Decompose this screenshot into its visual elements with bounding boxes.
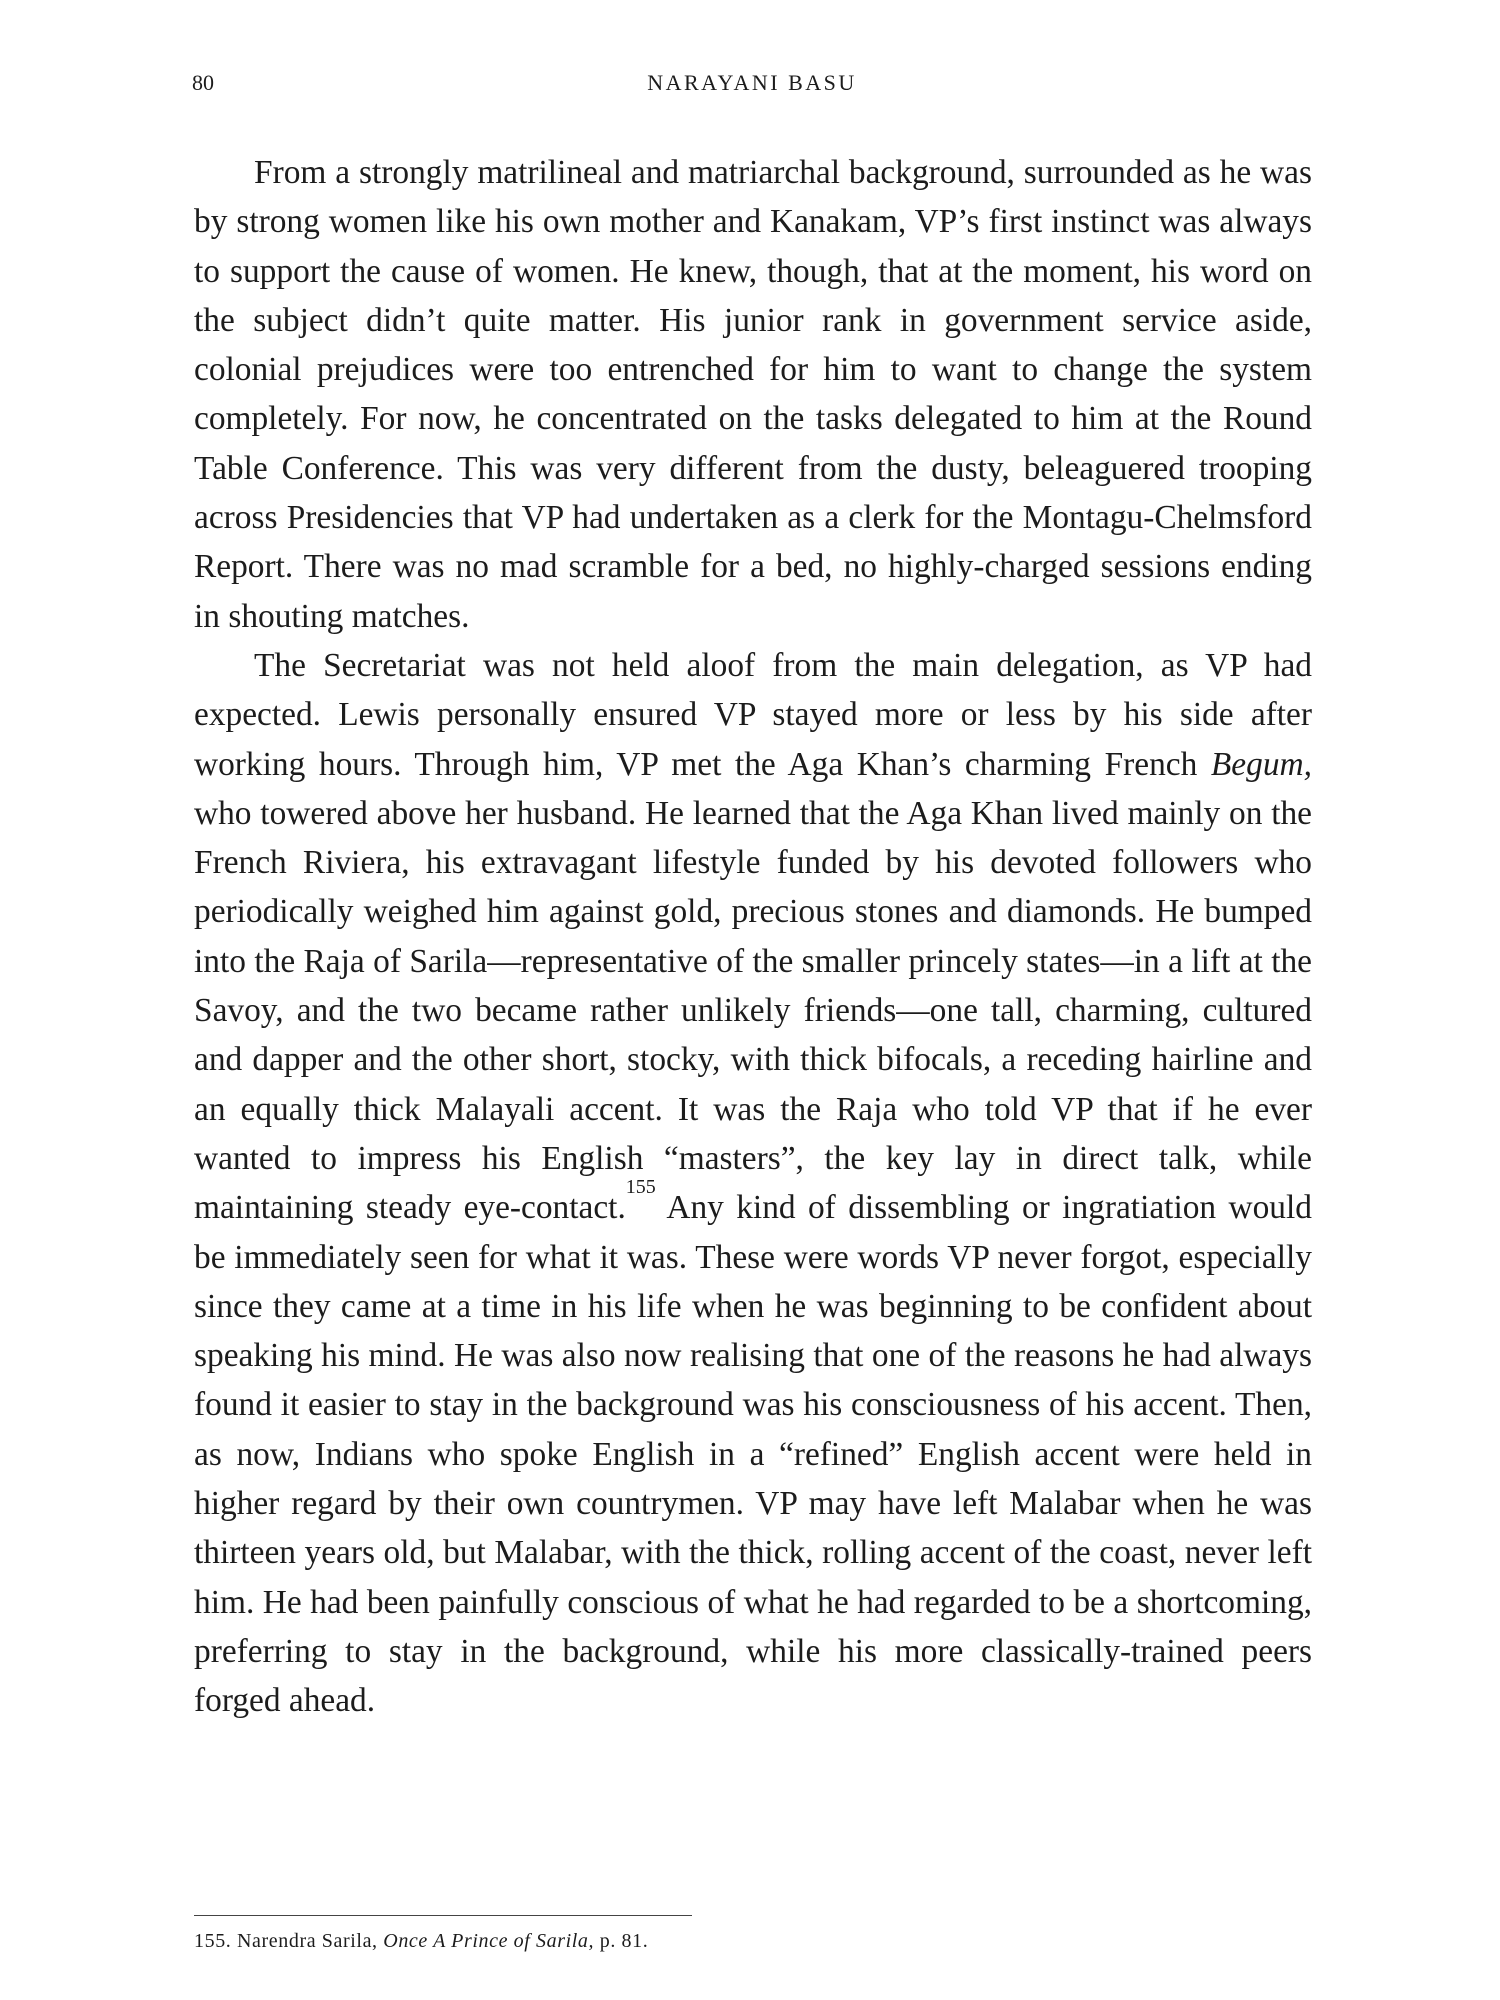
paragraph-2	[194, 641, 1312, 1726]
running-title: NARAYANI BASU	[647, 70, 857, 95]
footnote-author: Narendra Sarila,	[237, 1930, 378, 1952]
paragraph-2-text-c: Any kind of dissembling or ingratiation would be immediately seen for what it was. These were words VP never forgot, especially since they came at a time in his life when he was beginning to be confident about speaking his mind. He was also now realising that one of the reasons he had always found it easier to stay in the background was his consciousness of his accent. Then, as now, Indians who spoke English in a “refined” English accent were held in higher regard by their own countrymen. VP may have left Malabar when he was thirteen years old, but Malabar, with the thick, rolling accent of the coast, never left him. He had been painfully conscious of what he had regarded to be a shortcoming, preferring to stay in the background, while his more classically-trained peers forged ahead.	[194, 1189, 1312, 1720]
footnote-page: p. 81.	[599, 1930, 649, 1952]
paragraph-2-text-a: The Secretariat was not held aloof from the main delegation, as VP had expected. Lewis personally ensured VP stayed more or less by his side after working hours. Through him, VP met the Aga Khan’s charming French	[194, 646, 1312, 783]
footnote	[194, 1930, 648, 1953]
body-text	[194, 148, 1312, 1726]
footnote-reference[interactable]: 155	[625, 1176, 656, 1199]
paragraph-2-text-b: who towered above her husband. He learned that the Aga Khan lived mainly on the French Riviera, his extravagant lifestyle funded by his devoted followers who periodically weighed him against gold, precious stones and diamonds. He bumped into the Raja of Sarila—representative of the smaller princely states—in a lift at the Savoy, and the two became rather unlikely friends—one tall, charming, cultured and dapper and the other short, stocky, with thick bifocals, a receding hairline and an equally thick Malayali accent. It was the Raja who told VP that if he ever wanted to impress his English “masters”, the key lay in direct talk, while maintaining steady eye-contact.	[194, 794, 1312, 1227]
paragraph-1: From a strongly matrilineal and matriarchal background, surrounded as he was by strong women like his own mother and Kanakam, VP’s first instinct was always to support the cause of women. He knew, though, that at the moment, his word on the subject didn’t quite matter. His junior rank in government service aside, colonial prejudices were too entrenched for him to want to change the system completely. For now, he concentrated on the tasks delegated to him at the Round Table Conference. This was very different from the dusty, beleaguered trooping across Presidencies that VP had undertaken as a clerk for the Montagu-Chelmsford Report. There was no mad scramble for a bed, no highly-charged sessions ending in shouting matches.	[194, 154, 1312, 635]
footnote-divider	[194, 1915, 692, 1916]
footnote-number: 155.	[194, 1930, 232, 1952]
page-number: 80	[192, 70, 214, 95]
begum-italic: Begum,	[1210, 745, 1312, 783]
running-header	[192, 70, 1312, 110]
footnote-book-title: Once A Prince of Sarila,	[383, 1930, 595, 1952]
